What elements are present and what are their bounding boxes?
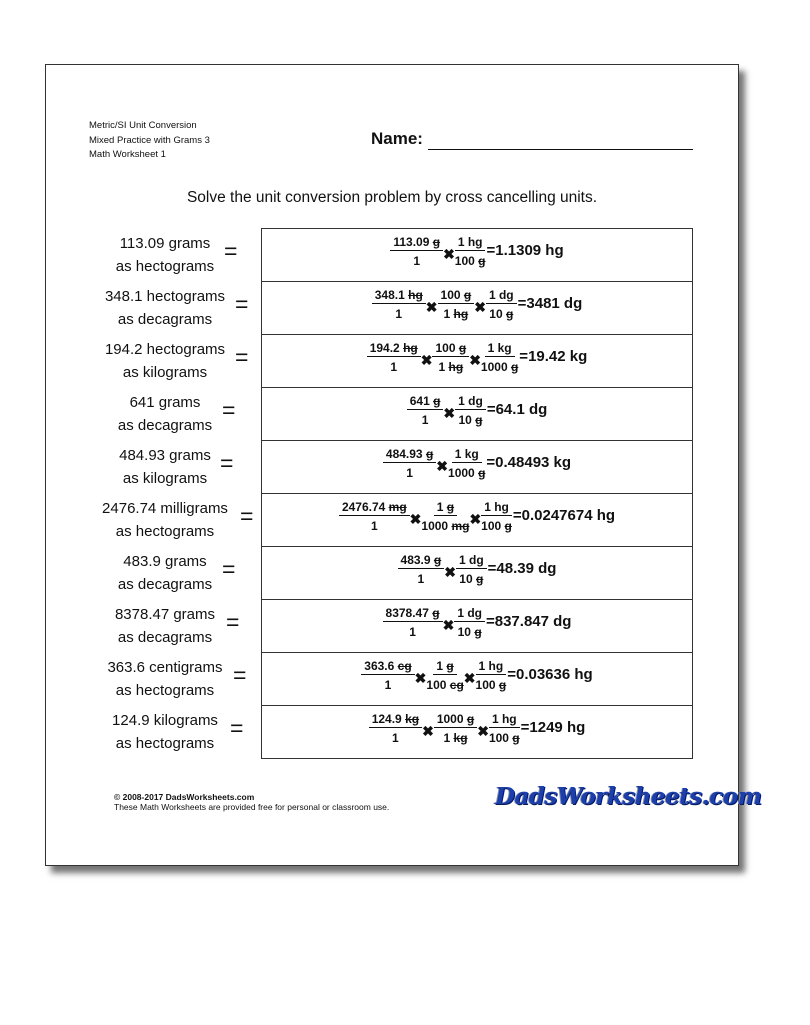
question-target-unit: as decagrams — [117, 576, 213, 593]
conversion-fraction — [454, 606, 485, 640]
conversion-fraction — [448, 447, 485, 481]
question-equals-sign: = — [220, 450, 234, 476]
fraction-denominator: 10 g — [459, 572, 484, 586]
fraction-denominator: 10 g — [489, 307, 514, 321]
problem-question — [81, 338, 249, 384]
multiply-sign: ✖ — [442, 616, 455, 633]
conversion-expression — [262, 341, 692, 375]
conversion-result: 1249 hg — [529, 718, 586, 736]
conversion-fraction — [456, 553, 487, 587]
fraction-denominator: 1000 g — [480, 360, 519, 374]
answer-box — [261, 281, 693, 334]
conversion-expression — [262, 712, 692, 746]
fraction-denominator: 100 cg — [426, 678, 464, 692]
multiply-sign: ✖ — [422, 722, 434, 739]
conversion-fraction — [476, 659, 507, 693]
problem-row — [46, 281, 738, 334]
conversion-fraction — [367, 341, 421, 375]
fraction-numerator: 124.9 kg — [369, 712, 422, 728]
multiply-sign: ✖ — [425, 298, 438, 315]
fraction-numerator: 1 hg — [455, 235, 486, 251]
fraction-denominator: 1 hg — [438, 360, 464, 374]
question-target-unit: as decagrams — [117, 629, 213, 646]
conversion-expression — [262, 288, 692, 322]
question-equals-sign: = — [222, 397, 236, 423]
question-target-unit: as decagrams — [117, 311, 213, 328]
fraction-denominator: 1 — [409, 625, 416, 639]
fraction-denominator: 10 g — [458, 413, 483, 427]
fraction-numerator: 8378.47 g — [383, 606, 443, 622]
expression-equals-sign: = — [512, 506, 522, 524]
fraction-denominator: 1 — [392, 731, 399, 745]
conversion-result: 1.1309 hg — [495, 241, 564, 259]
expression-equals-sign: = — [486, 241, 496, 259]
question-quantity: 113.09 grams — [119, 235, 211, 252]
conversion-fraction — [434, 712, 477, 746]
expression-equals-sign: = — [487, 559, 497, 577]
expression-equals-sign: = — [517, 294, 527, 312]
fraction-denominator: 100 g — [488, 731, 520, 745]
conversion-expression — [262, 553, 692, 587]
fraction-numerator: 2476.74 mg — [339, 500, 410, 516]
multiply-sign: ✖ — [469, 351, 481, 368]
question-equals-sign: = — [240, 503, 254, 529]
question-quantity: 641 grams — [129, 394, 201, 411]
problem-row — [46, 493, 738, 546]
conversion-expression — [262, 394, 692, 428]
fraction-numerator: 1 kg — [485, 341, 515, 357]
fraction-denominator: 1 — [417, 572, 425, 586]
question-quantity: 363.6 centigrams — [107, 659, 223, 676]
problem-row — [46, 599, 738, 652]
fraction-numerator: 100 g — [438, 288, 475, 304]
problem-row — [46, 652, 738, 705]
question-target-unit: as kilograms — [122, 470, 208, 487]
expression-equals-sign: = — [486, 400, 496, 418]
conversion-fraction — [407, 394, 444, 428]
instructions: Solve the unit conversion problem by cross cancelling units. — [186, 189, 598, 206]
fraction-denominator: 10 g — [457, 625, 482, 639]
conversion-fraction — [438, 288, 475, 322]
fraction-denominator: 1 — [413, 254, 421, 268]
fraction-numerator: 348.1 hg — [372, 288, 426, 304]
fraction-numerator: 1 hg — [489, 712, 520, 728]
question-equals-sign: = — [230, 715, 244, 741]
problem-question — [81, 709, 249, 755]
conversion-result: 837.847 dg — [494, 612, 572, 630]
conversion-expression — [262, 235, 692, 269]
conversion-result: 0.03636 hg — [515, 665, 593, 683]
fraction-denominator: 1 hg — [443, 307, 469, 321]
question-equals-sign: = — [235, 344, 249, 370]
question-quantity: 484.93 grams — [119, 447, 211, 464]
footer-copyright: © 2008-2017 DadsWorksheets.com — [114, 792, 255, 802]
answer-box — [261, 387, 693, 440]
answer-box — [261, 493, 693, 546]
name-label: Name: — [371, 129, 423, 148]
conversion-result: 19.42 kg — [528, 347, 588, 365]
fraction-numerator: 1 dg — [454, 606, 485, 622]
multiply-sign: ✖ — [474, 298, 486, 315]
dadsworksheets-logo: DadsWorksheets.com — [495, 783, 762, 810]
conversion-fraction — [398, 553, 445, 587]
answer-box — [261, 546, 693, 599]
conversion-fraction — [361, 659, 414, 693]
question-quantity: 2476.74 milligrams — [102, 500, 228, 517]
problem-row — [46, 440, 738, 493]
fraction-denominator: 1 — [406, 466, 413, 480]
question-quantity: 124.9 kilograms — [112, 712, 218, 729]
fraction-denominator: 1 — [390, 360, 398, 374]
conversion-result: 48.39 dg — [496, 559, 557, 577]
meta-line-topic: Metric/SI Unit Conversion — [89, 120, 197, 131]
expression-equals-sign: = — [519, 347, 529, 365]
conversion-fraction — [383, 447, 436, 481]
conversion-fraction — [426, 659, 463, 693]
answer-box — [261, 599, 693, 652]
meta-line-subtopic: Mixed Practice with Grams 3 — [89, 134, 210, 146]
conversion-fraction — [481, 500, 512, 534]
conversion-expression — [262, 447, 692, 481]
conversion-expression — [262, 500, 692, 534]
question-quantity: 8378.47 grams — [114, 606, 216, 623]
question-target-unit: as hectograms — [115, 682, 215, 699]
problem-row — [46, 334, 738, 387]
multiply-sign: ✖ — [463, 669, 476, 686]
conversion-fraction — [455, 235, 486, 269]
question-equals-sign: = — [224, 238, 238, 264]
multiply-sign: ✖ — [443, 404, 456, 421]
footer-note: These Math Worksheets are provided free for personal or classroom use. — [114, 802, 390, 812]
fraction-numerator: 1 g — [434, 500, 457, 516]
question-target-unit: as hectograms — [115, 735, 215, 752]
question-quantity: 348.1 hectograms — [104, 288, 226, 305]
multiply-sign: ✖ — [414, 669, 427, 686]
multiply-sign: ✖ — [409, 510, 422, 527]
fraction-numerator: 113.09 g — [390, 235, 443, 251]
fraction-denominator: 100 g — [475, 678, 507, 692]
answer-box — [261, 705, 693, 759]
fraction-denominator: 1000 mg — [421, 519, 470, 533]
conversion-fraction — [481, 341, 518, 375]
multiply-sign: ✖ — [469, 510, 482, 527]
question-target-unit: as hectograms — [115, 523, 215, 540]
multiply-sign: ✖ — [443, 245, 455, 262]
fraction-numerator: 1 kg — [452, 447, 482, 463]
fraction-denominator: 1000 g — [448, 466, 486, 480]
question-target-unit: as kilograms — [122, 364, 208, 381]
problem-question — [81, 285, 249, 331]
fraction-denominator: 100 g — [481, 519, 512, 533]
fraction-numerator: 1 dg — [455, 394, 486, 410]
conversion-fraction — [369, 712, 422, 746]
fraction-numerator: 1 dg — [486, 288, 517, 304]
conversion-fraction — [432, 341, 469, 375]
conversion-fraction — [486, 288, 517, 322]
expression-equals-sign: = — [520, 718, 530, 736]
fraction-denominator: 1 — [395, 307, 403, 321]
conversion-result: 0.48493 kg — [495, 453, 572, 471]
question-equals-sign: = — [233, 662, 247, 688]
fraction-numerator: 1 g — [433, 659, 456, 675]
multiply-sign: ✖ — [477, 722, 489, 739]
name-field — [371, 129, 693, 153]
conversion-result: 3481 dg — [526, 294, 583, 312]
conversion-fraction — [455, 394, 486, 428]
problem-row — [46, 387, 738, 440]
fraction-numerator: 1000 g — [434, 712, 477, 728]
fraction-denominator: 1 — [384, 678, 392, 692]
question-equals-sign: = — [235, 291, 249, 317]
fraction-numerator: 483.9 g — [398, 553, 445, 569]
problem-question — [81, 656, 249, 702]
fraction-numerator: 484.93 g — [383, 447, 436, 463]
problem-question — [81, 497, 249, 543]
conversion-fraction — [421, 500, 469, 534]
conversion-fraction — [489, 712, 520, 746]
answer-box — [261, 440, 693, 493]
conversion-fraction — [339, 500, 410, 534]
meta-line-worksheet: Math Worksheet 1 — [89, 149, 166, 160]
expression-equals-sign: = — [507, 665, 516, 683]
worksheet-meta — [89, 119, 210, 163]
question-target-unit: as decagrams — [117, 417, 213, 434]
fraction-numerator: 641 g — [407, 394, 444, 410]
conversion-fraction — [383, 606, 443, 640]
expression-equals-sign: = — [485, 612, 495, 630]
problem-row — [46, 546, 738, 599]
fraction-denominator: 1 — [421, 413, 429, 427]
problem-list — [46, 228, 738, 758]
fraction-numerator: 1 hg — [476, 659, 507, 675]
conversion-fraction — [372, 288, 426, 322]
conversion-fraction — [390, 235, 443, 269]
worksheet-page — [45, 64, 762, 866]
question-quantity: 194.2 hectograms — [104, 341, 226, 358]
question-equals-sign: = — [226, 609, 240, 635]
question-target-unit: as hectograms — [115, 258, 215, 275]
fraction-numerator: 363.6 cg — [361, 659, 414, 675]
question-equals-sign: = — [222, 556, 236, 582]
problem-row — [46, 705, 738, 758]
fraction-numerator: 194.2 hg — [367, 341, 421, 357]
multiply-sign: ✖ — [420, 351, 433, 368]
multiply-sign: ✖ — [436, 457, 449, 474]
problem-question — [81, 603, 249, 649]
conversion-expression — [262, 659, 692, 693]
conversion-result: 0.0247674 hg — [521, 506, 616, 524]
conversion-expression — [262, 606, 692, 640]
fraction-numerator: 1 dg — [456, 553, 487, 569]
fraction-denominator: 100 g — [454, 254, 486, 268]
name-line — [428, 149, 693, 150]
fraction-numerator: 100 g — [432, 341, 469, 357]
answer-box — [261, 334, 693, 387]
answer-box — [261, 228, 693, 281]
answer-box — [261, 652, 693, 705]
multiply-sign: ✖ — [444, 563, 456, 580]
question-quantity: 483.9 grams — [123, 553, 207, 570]
expression-equals-sign: = — [486, 453, 496, 471]
fraction-denominator: 1 — [370, 519, 378, 533]
fraction-denominator: 1 kg — [443, 731, 468, 745]
conversion-result: 64.1 dg — [495, 400, 548, 418]
fraction-numerator: 1 hg — [481, 500, 512, 516]
problem-row — [46, 228, 738, 281]
